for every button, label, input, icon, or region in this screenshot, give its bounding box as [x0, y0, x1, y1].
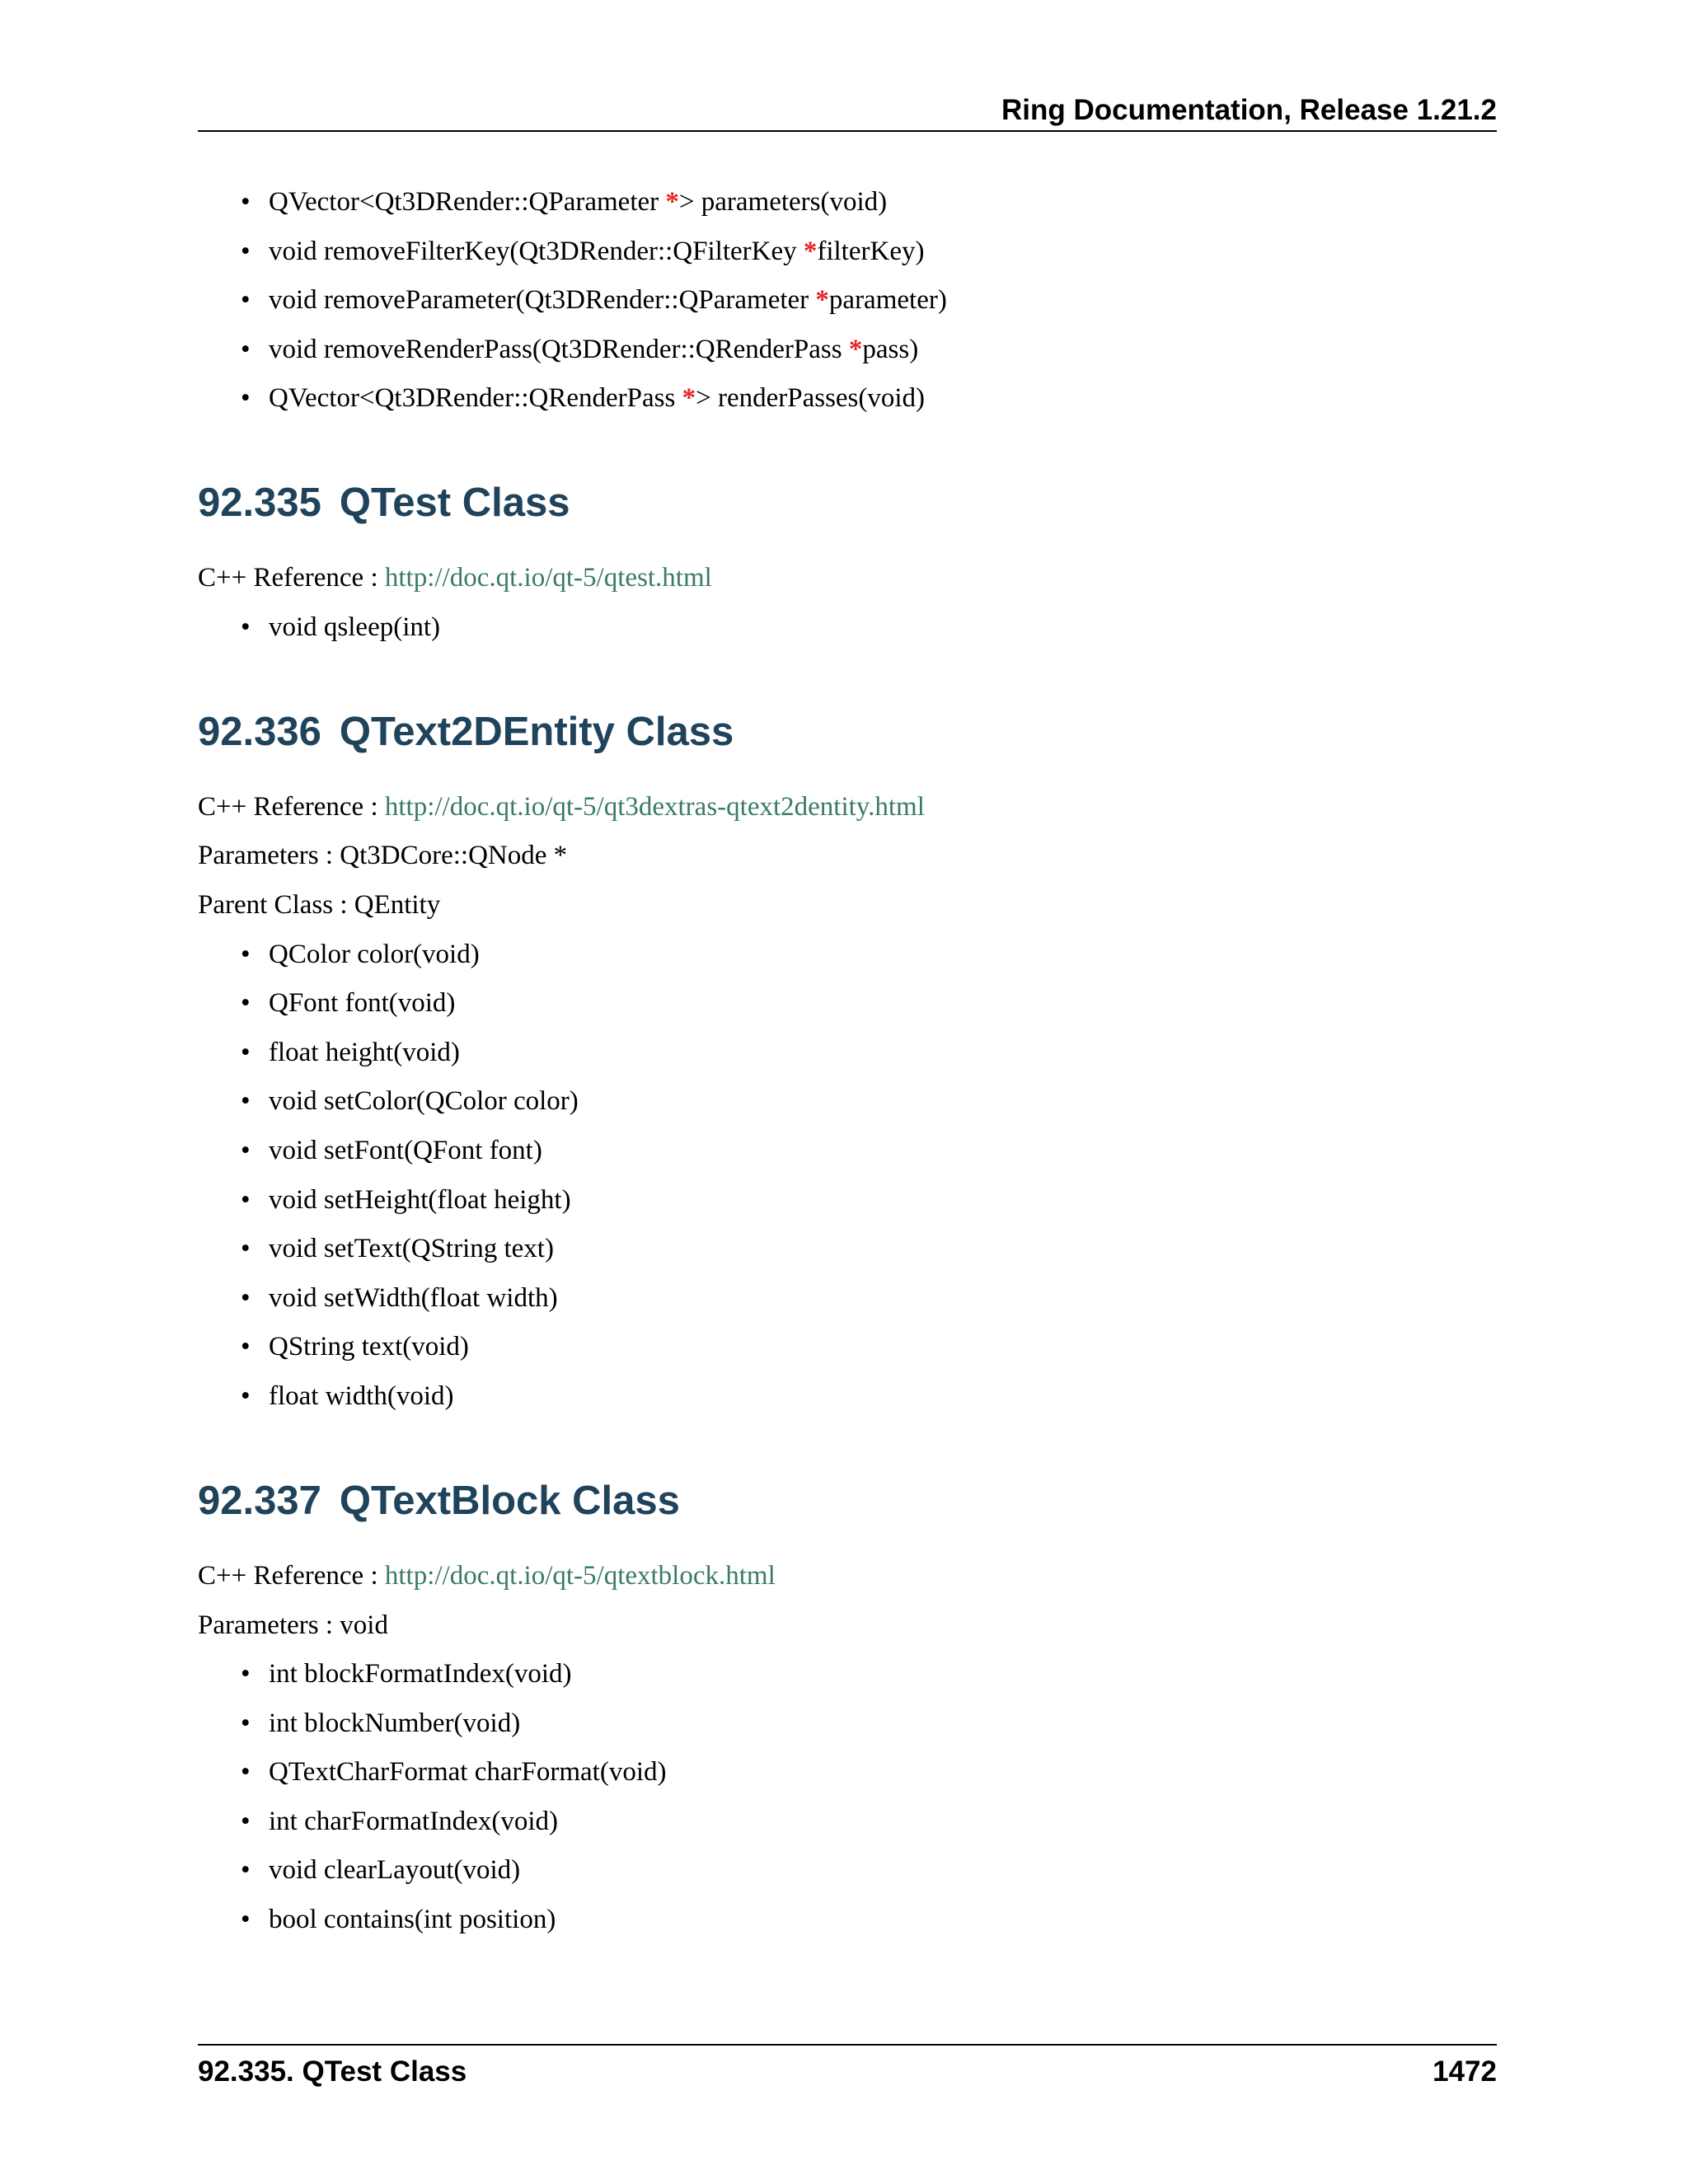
list-item: • float width(void)	[198, 1380, 1497, 1413]
list-item: • void setText(QString text)	[198, 1233, 1497, 1266]
method-list-qtext2dentity	[198, 939, 1497, 1413]
reference-link[interactable]: http://doc.qt.io/qt-5/qtest.html	[384, 563, 712, 593]
page-footer	[198, 2044, 1497, 2088]
list-item: • void setFont(QFont font)	[198, 1135, 1497, 1168]
method-list-qtest	[198, 612, 1497, 644]
list-item: • int blockFormatIndex(void)	[198, 1658, 1497, 1691]
list-item: • void setHeight(float height)	[198, 1184, 1497, 1217]
reference-link[interactable]: http://doc.qt.io/qt-5/qtextblock.html	[384, 1560, 776, 1591]
parameters: Parameters : Qt3DCore::QNode *	[198, 841, 568, 871]
list-item: • int charFormatIndex(void)	[198, 1806, 1497, 1839]
page-number: 1472	[1432, 2055, 1497, 2088]
method-list-top	[198, 186, 1497, 415]
method-list-qtextblock	[198, 1658, 1497, 1937]
list-item: • void clearLayout(void)	[198, 1854, 1497, 1887]
list-item: • QTextCharFormat charFormat(void)	[198, 1756, 1497, 1789]
cpp-reference: C++ Reference : http://doc.qt.io/qt-5/qtextblock.html	[198, 1560, 776, 1591]
parameters: Parameters : void	[198, 1610, 388, 1640]
list-item: • int blockNumber(void)	[198, 1708, 1497, 1741]
list-item: • bool contains(int position)	[198, 1904, 1497, 1937]
footer-section: 92.335. QTest Class	[198, 2055, 467, 2088]
list-item: • QVector<Qt3DRender::QParameter *> parameters(void)	[198, 186, 1497, 219]
header-title: Ring Documentation, Release 1.21.2	[1001, 94, 1497, 126]
document-page	[198, 0, 1497, 2184]
list-item: • void setColor(QColor color)	[198, 1085, 1497, 1118]
page-header	[198, 91, 1497, 132]
section-heading-qtextblock: 92.337 QTextBlock Class	[198, 1478, 680, 1523]
section-heading-qtext2dentity: 92.336 QText2DEntity Class	[198, 709, 734, 754]
list-item: • void removeFilterKey(Qt3DRender::QFilterKey *filterKey)	[198, 236, 1497, 269]
list-item: • void setWidth(float width)	[198, 1282, 1497, 1315]
parent-class: Parent Class : QEntity	[198, 890, 441, 921]
reference-link[interactable]: http://doc.qt.io/qt-5/qt3dextras-qtext2dentity.html	[384, 791, 925, 822]
list-item: • void removeRenderPass(Qt3DRender::QRenderPass *pass)	[198, 334, 1497, 367]
list-item: • QFont font(void)	[198, 987, 1497, 1020]
list-item: • QString text(void)	[198, 1331, 1497, 1364]
list-item: • void qsleep(int)	[198, 612, 1497, 644]
page-content	[198, 186, 1497, 1953]
list-item: • QVector<Qt3DRender::QRenderPass *> renderPasses(void)	[198, 382, 1497, 415]
section-heading-qtest: 92.335 QTest Class	[198, 480, 570, 525]
list-item: • float height(void)	[198, 1037, 1497, 1070]
list-item: • void removeParameter(Qt3DRender::QParameter *parameter)	[198, 284, 1497, 317]
cpp-reference: C++ Reference : http://doc.qt.io/qt-5/qt3dextras-qtext2dentity.html	[198, 791, 925, 822]
list-item: • QColor color(void)	[198, 939, 1497, 972]
cpp-reference: C++ Reference : http://doc.qt.io/qt-5/qtest.html	[198, 563, 712, 593]
